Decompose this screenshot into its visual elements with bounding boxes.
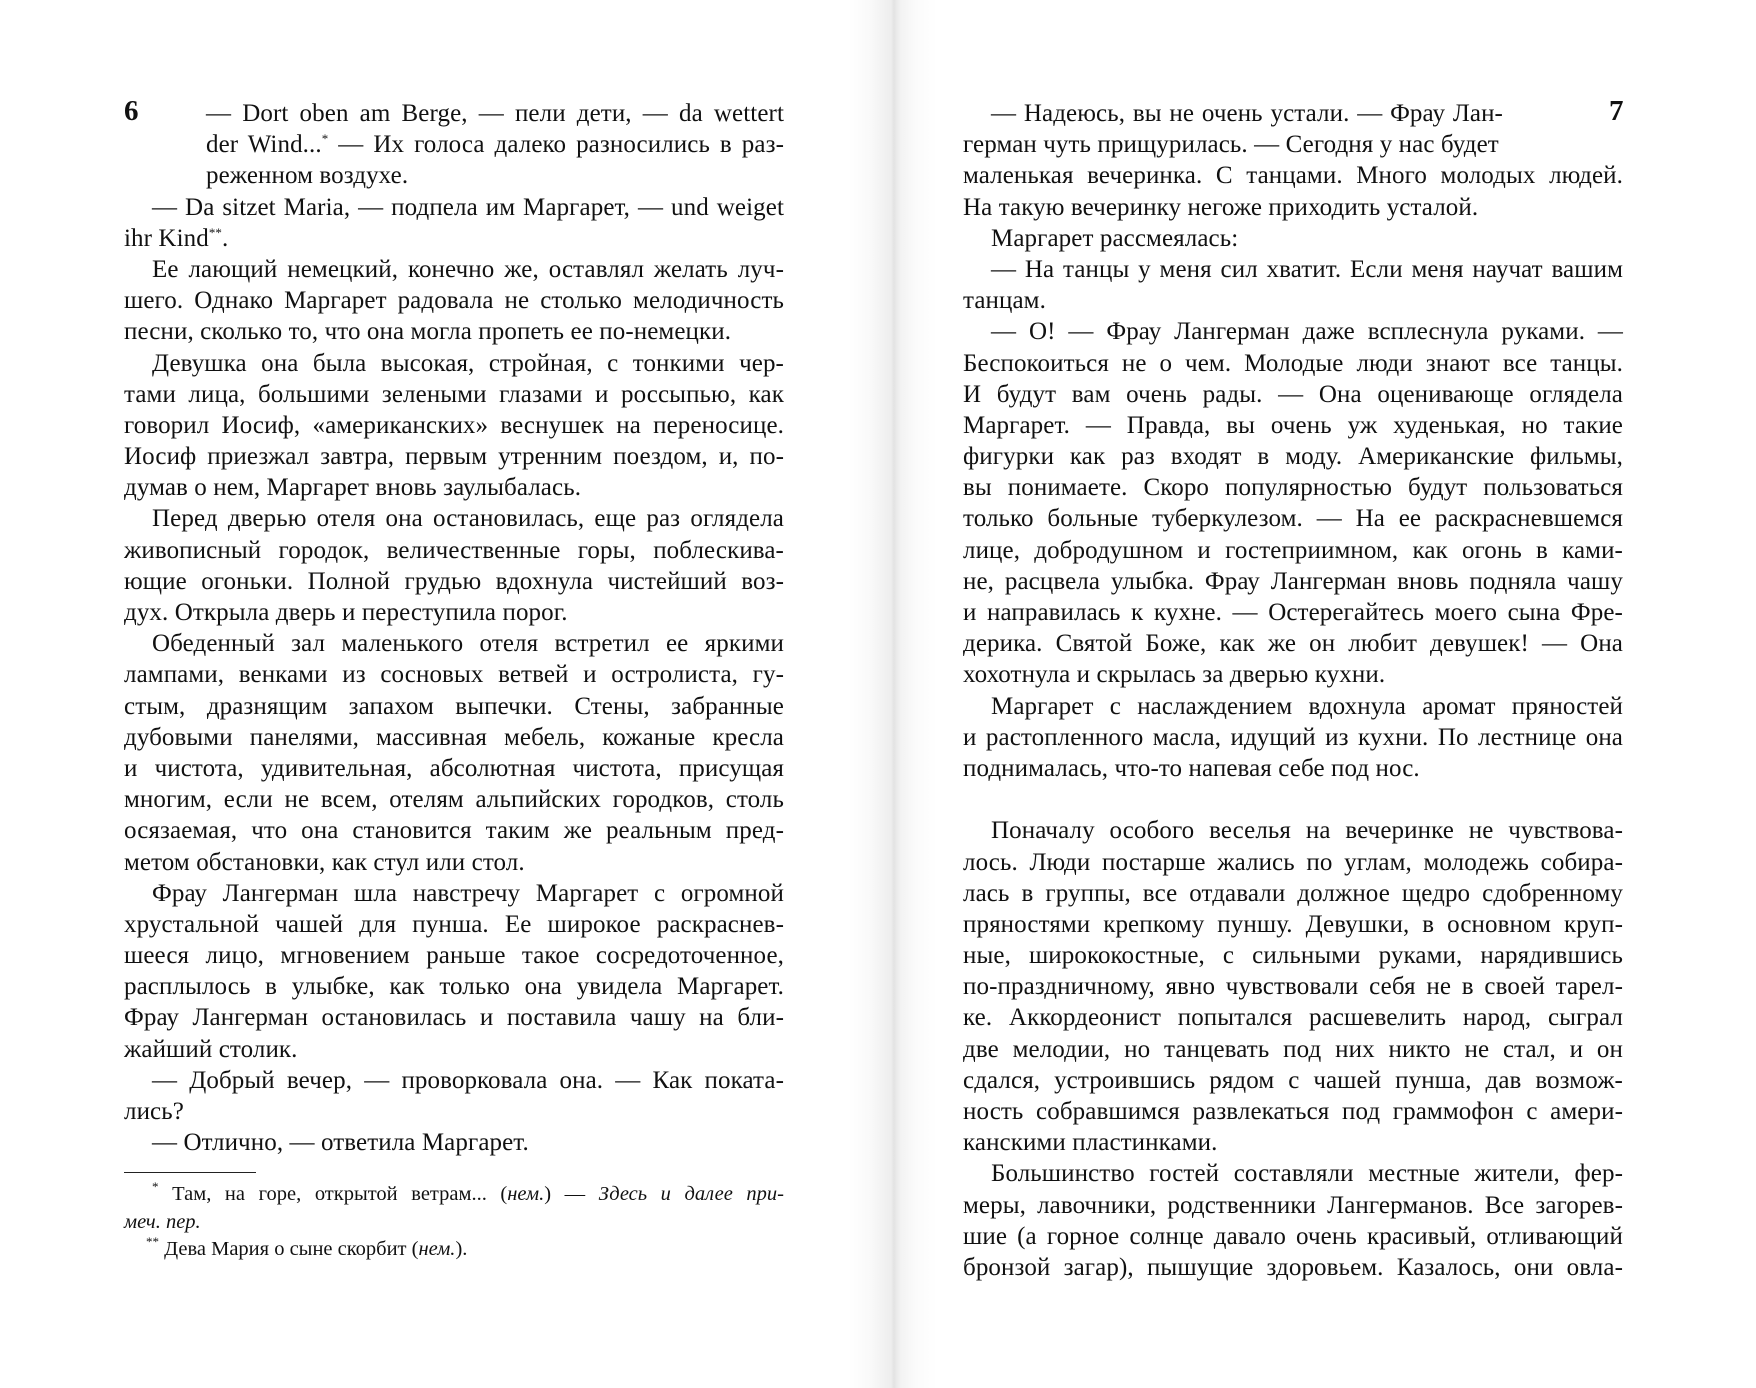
footnote-1: * Там, на горе, открытой ветрам... (нем.) — Здесь и далее при- (152, 1179, 784, 1205)
text-line: И будут вам очень рады. — Она оценивающе оглядела (963, 380, 1623, 408)
text-line: хохотнула и скрылась за дверью кухни. (963, 661, 1386, 689)
footnote-rule (124, 1172, 256, 1173)
text-line: Маргарет с наслаждением вдохнула аромат пряностей (991, 692, 1623, 720)
text-line: и растопленного масла, идущий из кухни. По лестнице она (963, 723, 1623, 751)
text-line: канскими пластинками. (963, 1129, 1218, 1157)
text-line: Фрау Лангерман шла навстречу Маргарет с огромной (152, 879, 784, 907)
text-line: ные, ширококостные, с сильными руками, нарядившись (963, 942, 1623, 970)
text-line: меры, лавочники, родственники Лангерманов. Все загорев- (963, 1191, 1623, 1219)
text-line: лице, добродушном и гостеприимном, как огонь в ками- (963, 536, 1623, 564)
text-line: — На танцы у меня сил хватит. Если меня научат вашим (991, 255, 1623, 283)
footnote-1-cont: меч. пер. (124, 1210, 201, 1233)
text-line: осязаемая, что она становится таким же реальным пред- (124, 817, 784, 845)
text-line: стым, дразнящим запахом выпечки. Стены, забранные (124, 692, 784, 720)
text-line: две мелодии, но танцевать под них никто не стал, и он (963, 1035, 1623, 1063)
right-page (878, 0, 1756, 1388)
text-line: жайший столик. (124, 1035, 298, 1063)
footnotes (124, 1181, 784, 1264)
text-line: тами лица, большими зелеными глазами и россыпью, как (124, 380, 784, 408)
text-line: поднималась, что-то напевая себе под нос. (963, 754, 1420, 782)
text-line: дерика. Святой Боже, как же он любит девушек! — Она (963, 630, 1623, 658)
text-line: шееся лицо, мгновением раньше такое сосредоточенное, (124, 942, 784, 970)
book-gutter-shadow (848, 0, 938, 1388)
right-page-body (963, 95, 1624, 1283)
page-number-left: 6 (124, 95, 139, 127)
footnote-marker: ** (208, 224, 223, 240)
text-line: — Dort oben am Berge, — пели дети, — da wettert (206, 100, 784, 127)
text-line: Беспокоиться не о чем. Молодые люди знают все танцы. (963, 349, 1623, 377)
text-line: танцам. (963, 287, 1046, 315)
text-line: Маргарет. — Правда, вы очень уж худенькая, но такие (963, 411, 1623, 439)
text-line: На такую вечеринку негоже приходить усталой. (963, 193, 1479, 221)
text-line: Перед дверью отеля она остановилась, еще раз оглядела (152, 505, 784, 533)
text-line: лось. Люди постарше жались по углам, молодежь собира- (963, 848, 1623, 876)
text-line: и направилась к кухне. — Остерегайтесь моего сына Фре- (963, 599, 1623, 626)
text-line: маленькая вечеринка. С танцами. Много молодых людей. (963, 162, 1623, 190)
text-line: сдался, устроившись рядом с чашей пунша, дав возмож- (963, 1066, 1623, 1094)
text-line: шего. Однако Маргарет радовала не столько мелодичность (124, 287, 784, 315)
text-line: герман чуть прищурилась. — Сегодня у нас будет (963, 131, 1499, 159)
text-line: — Добрый вечер, — проворковала она. — Как поката- (152, 1066, 784, 1094)
text-line: хрустальной чашей для пунша. Ее широкое раскраснев- (124, 910, 784, 938)
text-line: только больные туберкулезом. — На ее раскрасневшемся (963, 505, 1623, 533)
page-number-right: 7 (1609, 95, 1624, 127)
text-line: вы понимаете. Скоро популярностью будут пользоваться (963, 474, 1623, 502)
text-line: Ее лающий немецкий, конечно же, оставлял желать луч- (152, 255, 784, 283)
text-line: Обеденный зал маленького отеля встретил ее яркими (152, 630, 784, 658)
footnote-2: ** Дева Мария о сыне скорбит (нем.). (146, 1234, 468, 1260)
text-line: — Надеюсь, вы не очень устали. — Фрау Лан- (991, 100, 1503, 127)
text-line: ющие огоньки. Полной грудью вдохнула чистейший воз- (124, 567, 784, 595)
text-line: бронзой загар), пышущие здоровьем. Казалось, они овла- (963, 1253, 1623, 1281)
text-line: пряностями крепкому пуншу. Девушки, в основном круп- (963, 910, 1623, 938)
text-line: der Wind...* — Их голоса далеко разносились в раз- (206, 131, 784, 159)
text-line: ность собравшимся развлекаться под граммофон с амери- (963, 1098, 1623, 1125)
text-line: реженном воздухе. (206, 162, 409, 190)
text-line: — Отлично, — ответила Маргарет. (152, 1129, 529, 1157)
text-line: шие (а горное солнце давало очень красивый, отливающий (963, 1222, 1623, 1250)
text-line: лась в группы, все отдавали должное щедро сдобренному (963, 879, 1623, 907)
text-line: Маргарет рассмеялась: (991, 224, 1239, 252)
section-break (963, 784, 1623, 815)
text-line: думав о нем, Маргарет вновь заулыбалась. (124, 474, 582, 502)
text-line: Иосиф приезжал завтра, первым утренним поездом, и, по- (124, 443, 784, 471)
text-line: песни, сколько то, что она могла пропеть ее по-немецки. (124, 318, 732, 346)
text-line: метом обстановки, как стул или стол. (124, 848, 525, 876)
text-line: по-праздничному, явно чувствовали себя не в своей тарел- (963, 973, 1623, 1001)
text-line: ihr Kind**. (124, 224, 229, 252)
text-line: многим, если не всем, отелям альпийских городков, столь (124, 786, 784, 814)
text-line: Поначалу особого веселья на вечеринке не чувствова- (991, 817, 1623, 845)
text-line: лись? (124, 1098, 184, 1125)
text-line: и чистота, удивительная, абсолютная чистота, присущая (124, 754, 784, 782)
footnote-marker: * (321, 131, 329, 147)
text-line: не, расцвела улыбка. Фрау Лангерман вновь подняла чашу (963, 567, 1623, 595)
text-line: живописный городок, величественные горы, поблескива- (124, 536, 784, 564)
text-line: ке. Аккордеонист попытался расшевелить народ, сыграл (963, 1004, 1623, 1032)
text-line: Большинство гостей составляли местные жители, фер- (991, 1160, 1623, 1188)
footnote-1-marker: * (152, 1179, 159, 1194)
text-line: дух. Открыла дверь и переступила порог. (124, 599, 568, 626)
text-line: расплылось в улыбке, как только она увидела Маргарет. (124, 973, 784, 1001)
footnote-2-marker: ** (146, 1234, 159, 1249)
text-line: — О! — Фрау Лангерман даже всплеснула руками. — (991, 318, 1623, 346)
text-line: Фрау Лангерман остановилась и поставила чашу на бли- (124, 1004, 784, 1032)
text-line: — Da sitzet Maria, — подпела им Маргарет, — und weiget (152, 193, 784, 221)
text-line: Девушка она была высокая, стройная, с тонкими чер- (152, 349, 784, 377)
text-line: лампами, венками из сосновых ветвей и остролиста, гу- (124, 661, 784, 689)
left-page-body (124, 95, 784, 1158)
text-line: говорил Иосиф, «американских» веснушек на переносице. (124, 411, 784, 439)
text-line: дубовыми панелями, массивная мебель, кожаные кресла (124, 723, 784, 751)
text-line: фигурки как раз входят в моду. Американские фильмы, (963, 443, 1623, 471)
